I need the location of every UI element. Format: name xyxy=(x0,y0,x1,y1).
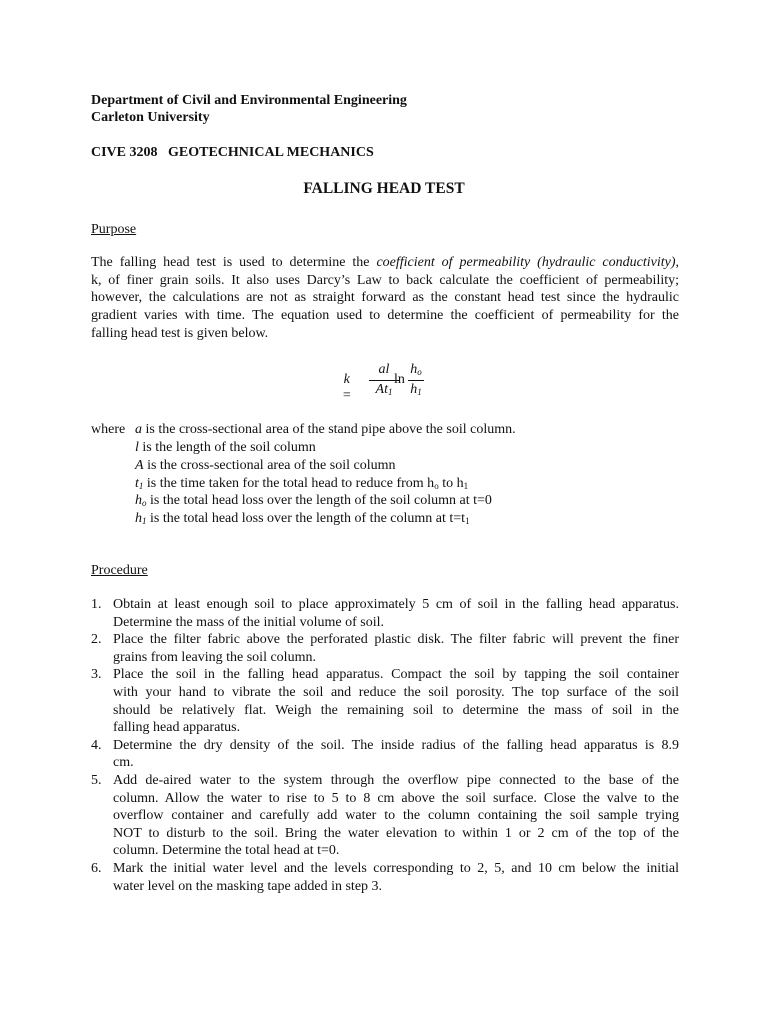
purpose-line: falling head test is given below. xyxy=(91,325,269,341)
purpose-line: k, of finer grain soils. It also uses Darcy’s Law to back calculate the coefficient of permeability; xyxy=(91,272,679,288)
equation-denominator-h1: $h_1$ xyxy=(410,382,422,397)
step-number: 5. xyxy=(91,772,102,788)
definition-h1: $h_1$ is the total head loss over the length of the column at $t=t_1$ xyxy=(135,511,470,526)
purpose-line: The falling head test is used to determine the coefficient of permeability (hydraulic conductivity), xyxy=(91,255,679,270)
step-number: 2. xyxy=(91,632,102,648)
equation-denominator-at: $At_1$ xyxy=(375,382,393,397)
step-line: Mark the initial water level and the levels corresponding to 2, 5, and 10 cm below the initial xyxy=(113,860,679,876)
step-line: Place the filter fabric above the perforated plastic disk. The filter fabric will prevent the finer xyxy=(113,632,679,648)
step-line: falling head apparatus. xyxy=(113,720,241,736)
step-line: water level on the masking tape added in step 3. xyxy=(113,878,383,894)
equation-k: k = xyxy=(342,372,352,403)
department-heading: Department of Civil and Environmental Engineering xyxy=(91,93,407,108)
step-number: 4. xyxy=(91,737,102,753)
step-line: overflow container and carefully add water to the column containing the soil sample trying xyxy=(113,808,679,824)
procedure-step xyxy=(91,860,679,895)
step-line: grains from leaving the soil column. xyxy=(113,649,316,665)
definition-ho: $h_o$ is the total head loss over the length of the soil column at t=0 xyxy=(135,493,492,508)
purpose-paragraph xyxy=(91,254,679,343)
step-number: 3. xyxy=(91,667,102,683)
equation-numerator-ho: $h_o$ xyxy=(410,362,422,377)
step-line: Determine the dry density of the soil. The inside radius of the falling head apparatus is 8.9 xyxy=(113,737,679,753)
step-number: 1. xyxy=(91,597,102,612)
procedure-step xyxy=(91,772,679,860)
definition-A: A is the cross-sectional area of the soil column xyxy=(135,458,396,473)
step-line: Obtain at least enough soil to place approximately 5 cm of soil in the falling head apparatus. xyxy=(113,597,679,612)
definition-l: l is the length of the soil column xyxy=(135,440,316,455)
step-line: Add de-aired water to the system through the overflow pipe connected to the base of the xyxy=(113,772,679,788)
step-line: column. Allow the water to rise to 5 to 8 cm above the soil surface. Close the valve to the xyxy=(113,790,679,806)
purpose-line: however, the calculations are not as straight forward as the constant head test since the hydraulic xyxy=(91,290,679,306)
step-line: Determine the mass of the initial volume of soil. xyxy=(113,614,384,630)
procedure-step xyxy=(91,596,679,631)
fraction-bar xyxy=(408,380,424,381)
step-line: Place the soil in the falling head apparatus. Compact the soil by tapping the soil container xyxy=(113,667,679,683)
step-line: should be relatively flat. Weigh the remaining soil to determine the mass of soil in the xyxy=(113,702,679,718)
procedure-step xyxy=(91,737,679,772)
procedure-heading: Procedure xyxy=(91,563,148,578)
equation-numerator-al: al xyxy=(378,362,390,377)
procedure-step xyxy=(91,631,679,666)
purpose-heading: Purpose xyxy=(91,222,137,237)
definition-a: a is the cross-sectional area of the stand pipe above the soil column. xyxy=(135,422,516,437)
procedure-step xyxy=(91,666,679,736)
step-line: NOT to disturb to the soil. Bring the water elevation to within 1 or 2 cm of the top of the xyxy=(113,825,679,841)
step-line: with your hand to vibrate the soil and reduce the soil porosity. The top surface of the soil xyxy=(113,684,679,700)
purpose-line: gradient varies with time. The equation used to determine the coefficient of permeability for the xyxy=(91,308,679,324)
equation-ln: ln xyxy=(394,372,405,387)
step-number: 6. xyxy=(91,860,102,876)
document-title: FALLING HEAD TEST xyxy=(303,180,465,197)
step-line: column. Determine the total head at t=0. xyxy=(113,843,340,859)
where-label: where xyxy=(91,422,126,437)
university-heading: Carleton University xyxy=(91,110,210,125)
definition-t1: $t_1$ is the time taken for the total head to reduce from $h_o$ to $h_1$ xyxy=(135,476,469,491)
course-heading: CIVE 3208 GEOTECHNICAL MECHANICS xyxy=(91,145,374,160)
procedure-list xyxy=(91,596,679,895)
step-line: cm. xyxy=(113,755,134,771)
